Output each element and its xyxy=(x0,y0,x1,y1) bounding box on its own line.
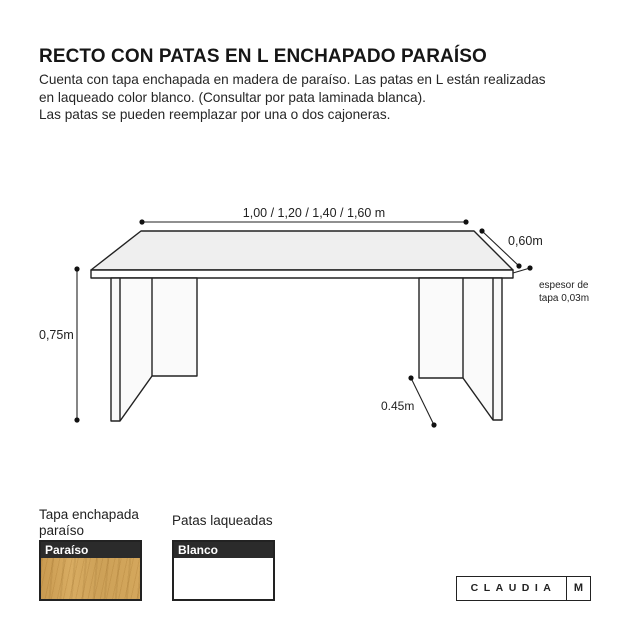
page-title: RECTO CON PATAS EN L ENCHAPADO PARAÍSO xyxy=(39,46,487,67)
right-leg xyxy=(419,278,502,420)
leg-finish-swatch xyxy=(172,513,273,529)
swatch-title: paraíso xyxy=(39,523,85,538)
brand-name: CLAUDIA xyxy=(470,582,557,594)
thickness-label: espesor de xyxy=(539,280,589,291)
leg-depth-label: 0.45m xyxy=(381,399,415,413)
description-line: Cuenta con tapa enchapada en madera de paraíso. Las patas en L están realizadas xyxy=(39,72,546,87)
brand-mark: M xyxy=(566,577,590,600)
swatch-title: Tapa enchapada xyxy=(39,507,139,522)
brand-logo xyxy=(456,576,591,601)
height-label: 0,75m xyxy=(39,328,74,342)
left-leg xyxy=(111,278,197,421)
swatch-label: Blanco xyxy=(174,542,273,558)
length-label: 1,00 / 1,20 / 1,40 / 1,60 m xyxy=(242,206,386,220)
paraiso-swatch[interactable] xyxy=(39,540,142,601)
description-line: en laqueado color blanco. (Consultar por pata laminada blanca). xyxy=(39,89,426,105)
swatch-title: Patas laqueadas xyxy=(172,513,273,528)
white-fill xyxy=(174,558,273,599)
swatch-label: Paraíso xyxy=(41,542,140,558)
top-finish-swatch xyxy=(39,507,139,539)
description-line: Las patas se pueden reemplazar por una o dos cajoneras. xyxy=(39,107,391,122)
table-top-surface xyxy=(91,231,513,270)
blanco-swatch[interactable] xyxy=(172,540,275,601)
wood-texture xyxy=(41,558,140,599)
table-top-edge xyxy=(91,270,513,278)
depth-label: 0,60m xyxy=(508,234,543,248)
thickness-label: tapa 0,03m xyxy=(539,293,590,304)
